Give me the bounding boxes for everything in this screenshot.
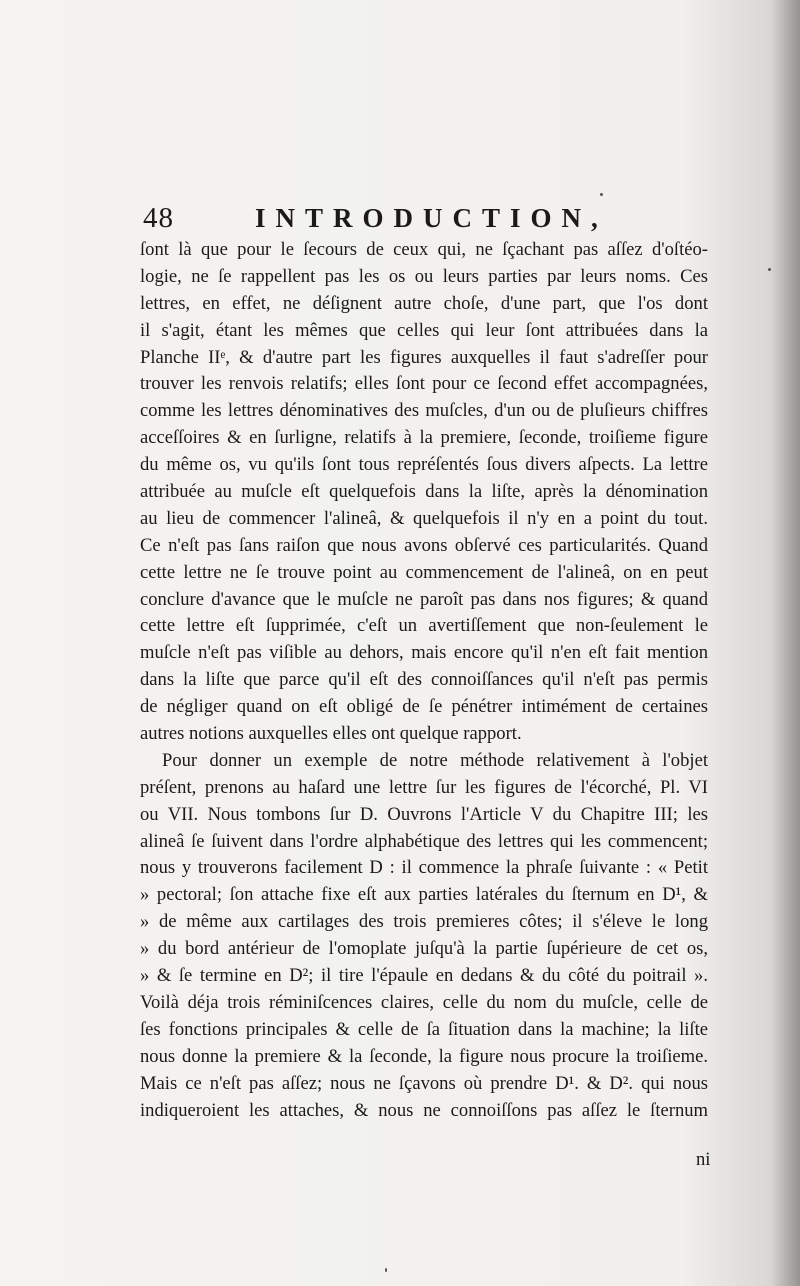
text-line: Mais ce n'eſt pas aſſez; nous ne ſçavons où prendre D¹. & D². qui nous [140, 1072, 708, 1094]
text-line: préſent, prenons au haſard une lettre ſur les figures de l'écorché, Pl. VI [140, 776, 708, 798]
text-line: » pectoral; ſon attache fixe eſt aux parties latérales du ſternum en D¹, & [140, 884, 708, 906]
text-line: muſcle n'eſt pas viſible au dehors, mais encore qu'il n'en eſt fait mention [140, 642, 708, 664]
text-line: attribuée au muſcle eſt quelquefois dans la liſte, après la dénomination [140, 481, 708, 503]
text-line: alineâ ſe ſuivent dans l'ordre alphabétique des lettres qui les commencent; [140, 830, 708, 852]
text-line: logie, ne ſe rappellent pas les os ou leurs parties par leurs noms. Ces [140, 265, 708, 287]
text-line: comme les lettres dénominatives des muſcles, d'un ou de pluſieurs chiffres [140, 400, 708, 422]
text-line: Pour donner un exemple de notre méthode relativement à l'objet [162, 749, 708, 771]
paper-speck [600, 193, 603, 196]
text-line: trouver les renvois relatifs; elles ſont pour ce ſecond effet accompagnées, [140, 373, 708, 395]
page-number: 48 [143, 202, 174, 234]
text-line: » du bord antérieur de l'omoplate juſqu'à la partie ſupérieure de cet os, [140, 938, 708, 960]
text-line: lettres, en effet, ne déſignent autre choſe, d'une part, que l'os dont [140, 292, 708, 314]
text-line: ſes fonctions principales & celle de ſa ſituation dans la machine; la liſte [140, 1018, 708, 1040]
text-line: nous donne la premiere & la ſeconde, la figure nous procure la troiſieme. [140, 1045, 708, 1067]
text-line: dans la liſte que parce qu'il eſt des connoiſſances qu'il n'eſt pas permis [140, 669, 708, 691]
page-header [143, 200, 713, 236]
text-line: Planche IIᵉ, & d'autre part les figures auxquelles il faut s'adreſſer pour [140, 346, 708, 368]
text-line: de négliger quand on eſt obligé de ſe pénétrer intimément de certaines [140, 696, 708, 718]
page-edge-shadow [772, 0, 800, 1286]
text-line: Voilà déja trois réminiſcences claires, celle du nom du muſcle, celle de [140, 991, 708, 1013]
text-line: nous y trouverons facilement D : il commence la phraſe ſuivante : « Petit [140, 857, 708, 879]
text-line: il s'agit, étant les mêmes que celles qui leur ſont attribuées dans la [140, 319, 708, 341]
text-line: autres notions auxquelles elles ont quelque rapport. [140, 723, 522, 745]
text-line: ou VII. Nous tombons ſur D. Ouvrons l'Article V du Chapitre III; les [140, 803, 708, 825]
paper-speck [385, 1268, 387, 1272]
text-line: » & ſe termine en D²; il tire l'épaule en dedans & du côté du poitrail ». [140, 965, 708, 987]
text-line: au lieu de commencer l'alineâ, & quelquefois il n'y en a point du tout. [140, 507, 708, 529]
text-line: Ce n'eſt pas ſans raiſon que nous avons obſervé ces particularités. Quand [140, 534, 708, 556]
text-line: cette lettre ne ſe trouve point au commencement de l'alineâ, on en peut [140, 561, 708, 583]
text-line: acceſſoires & en ſurligne, relatifs à la premiere, ſeconde, troiſieme figure [140, 427, 708, 449]
body-text [140, 237, 708, 1124]
running-title: INTRODUCTION, [255, 203, 608, 233]
text-line: cette lettre eſt ſupprimée, c'eſt un avertiſſement que non-ſeulement le [140, 615, 708, 637]
paper-speck [768, 268, 771, 271]
text-line: indiqueroient les attaches, & nous ne connoiſſons pas aſſez le ſternum [140, 1099, 708, 1121]
text-line: du même os, vu qu'ils ſont tous repréſentés ſous divers aſpects. La lettre [140, 454, 708, 476]
catchword: ni [696, 1149, 711, 1170]
text-line: ſont là que pour le ſecours de ceux qui, ne ſçachant pas aſſez d'oſtéo- [140, 239, 708, 260]
text-line: » de même aux cartilages des trois premieres côtes; il s'éleve le long [140, 911, 708, 933]
text-line: conclure d'avance que le muſcle ne paroît pas dans nos figures; & quand [140, 588, 708, 610]
